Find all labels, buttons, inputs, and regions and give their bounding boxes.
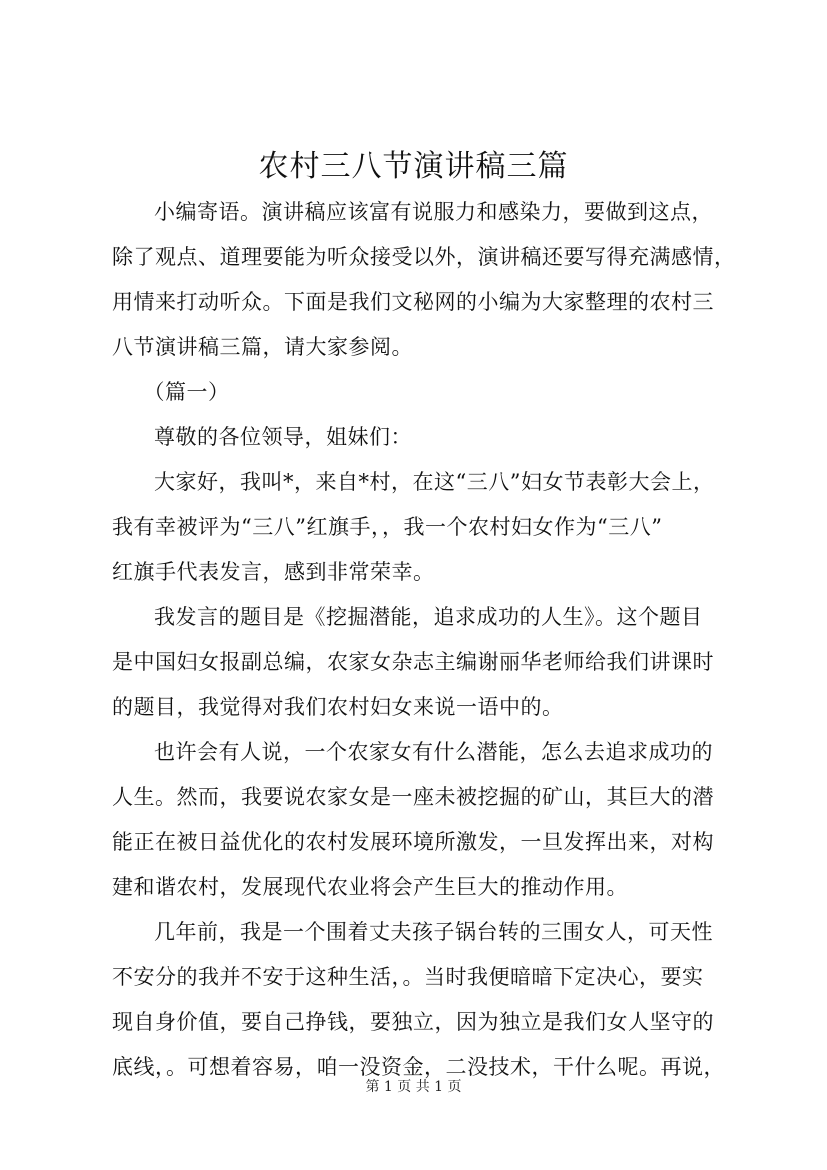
text-line: 不安分的我并不安于这种生活，。当时我便暗暗下定决心，要实 (112, 965, 704, 989)
text-line: 也许会有人说，一个农家女有什么潜能，怎么去追求成功的 (154, 740, 713, 764)
text-line: 大家好，我叫*，来自*村，在这“三八”妇女节表彰大会上， (154, 470, 715, 494)
text-line: 八节演讲稿三篇，请大家参阅。 (112, 335, 413, 359)
text-line: 红旗手代表发言，感到非常荣幸。 (112, 560, 435, 584)
page-title: 农村三八节演讲稿三篇 (258, 149, 569, 184)
text-line: 尊敬的各位领导，姐妹们： (154, 425, 412, 449)
document-body (112, 190, 737, 1090)
text-line: 能正在被日益优化的农村发展环境所激发，一旦发挥出来，对构 (112, 830, 714, 854)
text-line: 人生。然而，我要说农家女是一座未被挖掘的矿山，其巨大的潜 (112, 785, 714, 809)
text-line: 建和谐农村，发展现代农业将会产生巨大的推动作用。 (112, 875, 628, 899)
text-line: 是中国妇女报副总编，农家女杂志主编谢丽华老师给我们讲课时 (112, 650, 714, 674)
text-line: 我有幸被评为“三八”红旗手，，我一个农村妇女作为“三八” (112, 515, 663, 539)
text-line: 用情来打动听众。下面是我们文秘网的小编为大家整理的农村三 (112, 290, 714, 314)
text-line: 几年前，我是一个围着丈夫孩子锅台转的三围女人，可天性 (154, 920, 713, 944)
page-footer: 第 1 页 共 1 页 (365, 1079, 462, 1095)
text-line: （篇一） (143, 380, 230, 404)
salutation (112, 415, 737, 460)
text-line: 我发言的题目是《挖掘潜能，追求成功的人生》。这个题目 (154, 605, 703, 629)
text-line: 的题目，我觉得对我们农村妇女来说一语中的。 (112, 695, 564, 719)
text-line: 现自身价值，要自己挣钱，要独立，因为独立是我们女人坚守的 (112, 1010, 714, 1034)
text-line: 小编寄语。演讲稿应该富有说服力和感染力，要做到这点， (154, 200, 713, 224)
section-marker (112, 370, 737, 415)
paragraph (112, 730, 737, 910)
paragraph (112, 190, 737, 370)
paragraph (112, 910, 737, 1090)
paragraph (112, 595, 737, 730)
text-line: 除了观点、道理要能为听众接受以外，演讲稿还要写得充满感情， (112, 245, 736, 269)
paragraph (112, 460, 737, 595)
text-line: 底线，。可想着容易，咱一没资金，二没技术，干什么呢。再说， (112, 1055, 725, 1079)
